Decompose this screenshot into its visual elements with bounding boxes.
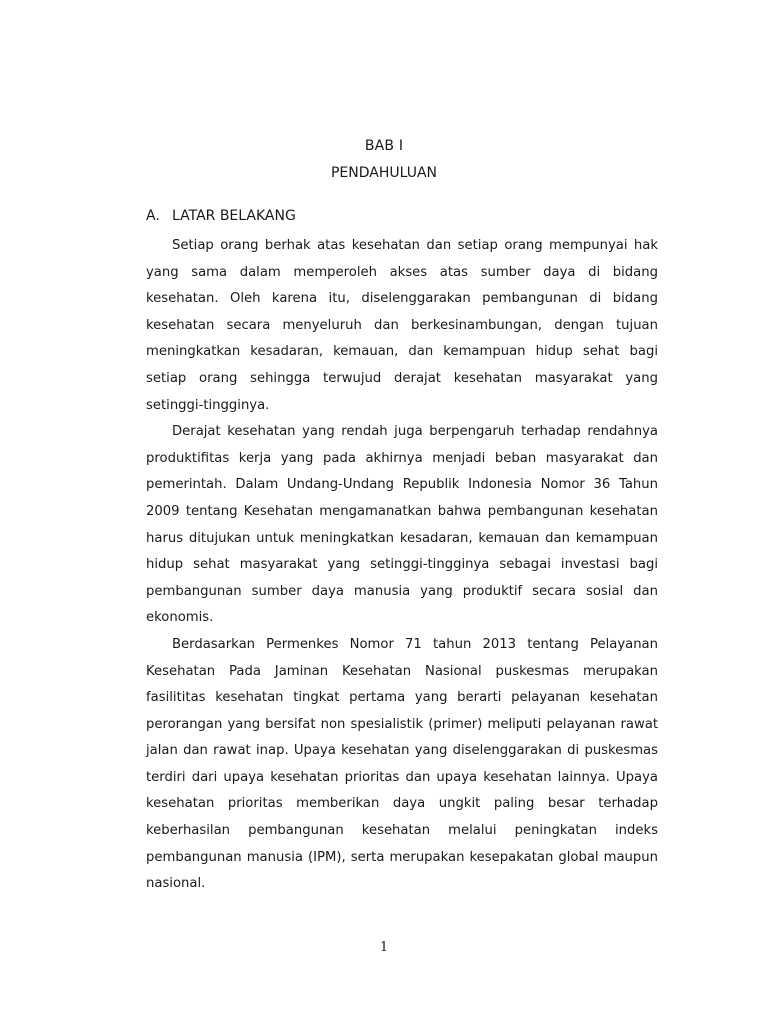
paragraph-1: Setiap orang berhak atas kesehatan dan setiap orang mempunyai hak yang sama dalam memperoleh akses atas sumber daya di bidang kesehatan. Oleh karena itu, diselenggarakan pembangunan di bidang kesehatan secara menyeluruh dan berkesinambungan, dengan tujuan meningkatkan kesadaran, kemauan, dan kemampuan hidup sehat bagi setiap orang sehingga terwujud derajat kesehatan masyarakat yang setinggi-tingginya.: [146, 238, 658, 413]
body-text: [146, 233, 658, 898]
section-title: LATAR BELAKANG: [172, 208, 296, 224]
page-number: 1: [379, 940, 389, 955]
section-label: A.: [146, 208, 160, 224]
paragraph-2: Derajat kesehatan yang rendah juga berpengaruh terhadap rendahnya produktifitas kerja yang pada akhirnya menjadi beban masyarakat dan pemerintah. Dalam Undang-Undang Republik Indonesia Nomor 36 Tahun 2009 tentang Kesehatan mengamanatkan bahwa pembangunan kesehatan harus ditujukan untuk meningkatkan kesadaran, kemauan dan kemampuan hidup sehat masyarakat yang setinggi-tingginya sebagai investasi bagi pembangunan sumber daya manusia yang produktif secara sosial dan ekonomis.: [146, 424, 658, 626]
chapter-title: PENDAHULUAN: [330, 165, 438, 181]
section-heading: [146, 208, 296, 224]
chapter-number: BAB I: [364, 138, 404, 154]
paragraph-3: Berdasarkan Permenkes Nomor 71 tahun 2013 tentang Pelayanan Kesehatan Pada Jaminan Kesehatan Nasional puskesmas merupakan fasilititas kesehatan tingkat pertama yang berarti pelayanan kesehatan perorangan yang bersifat non spesialistik (primer) meliputi pelayanan rawat jalan dan rawat inap. Upaya kesehatan yang diselenggarakan di puskesmas terdiri dari upaya kesehatan prioritas dan upaya kesehatan lainnya. Upaya kesehatan prioritas memberikan daya ungkit paling besar terhadap keberhasilan pembangunan kesehatan melalui peningkatan indeks pembangunan manusia (IPM), serta merupakan kesepakatan global maupun nasional.: [146, 636, 658, 892]
